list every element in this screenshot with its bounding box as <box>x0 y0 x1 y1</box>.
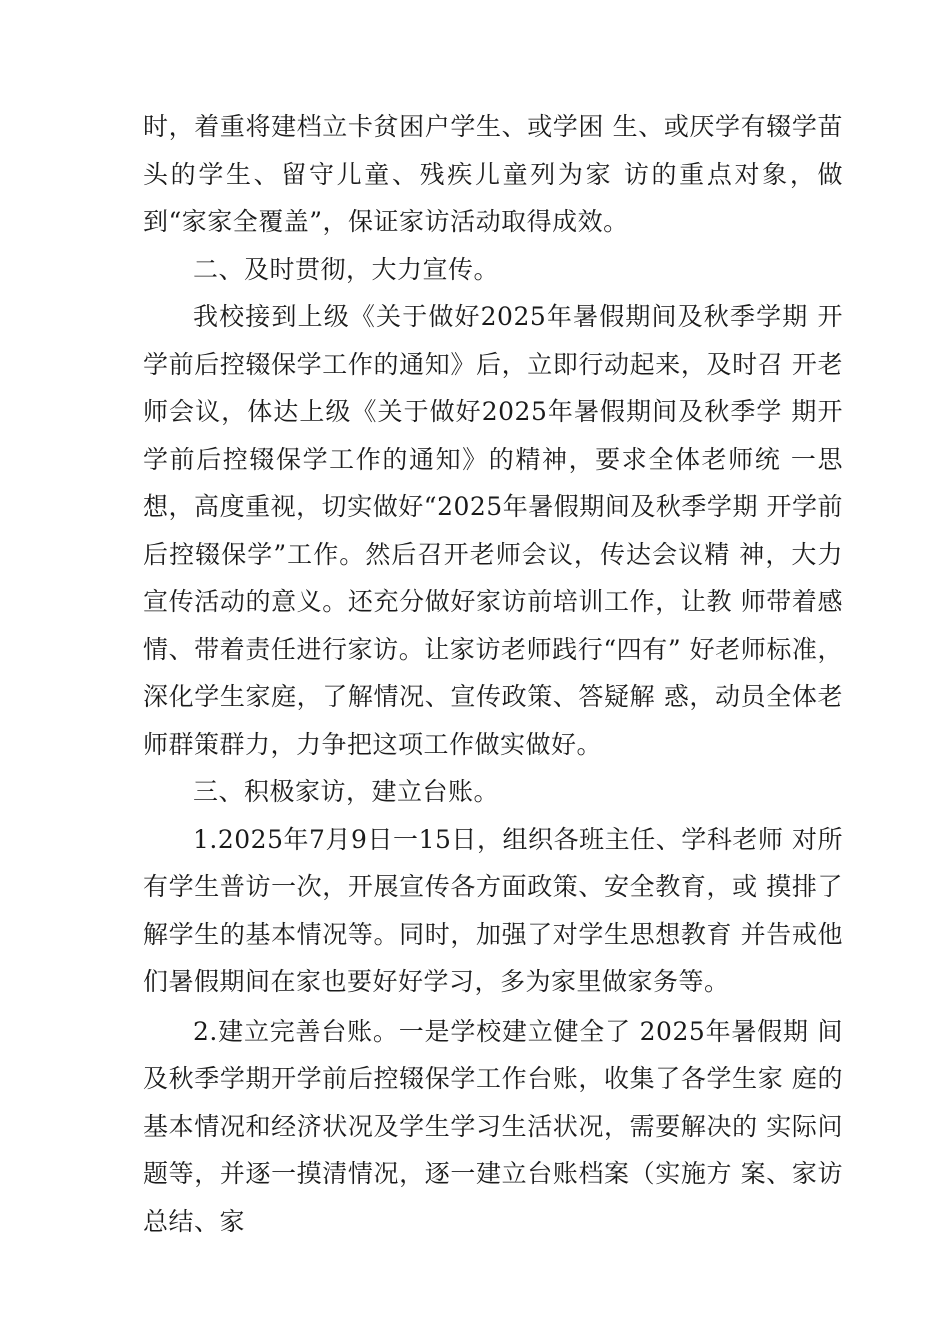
section-heading-three: 三、积极家访，建立台账。 <box>193 777 500 806</box>
document-body <box>143 103 843 1245</box>
paragraph-item-one: 1.2025年7月9日一15日，组织各班主任、学科老师 对所有学生普访一次，开展宣传各方面政策、安全教育，或 摸排了解学生的基本情况等。同时，加强了对学生思想教育 并告戒他们暑假期间在家也要好好学习，多为家里做家务等。 <box>143 824 843 996</box>
paragraph-home-visit-focus: 时，着重将建档立卡贫困户学生、或学困 生、或厌学有辍学苗头的学生、留守儿童、残疾儿童列为家 访的重点对象，做到“家家全覆盖”，保证家访活动取得成效。 <box>143 112 843 236</box>
paragraph-item-two: 2.建立完善台账。一是学校建立健全了 2025年暑假期 间及秋季学期开学前后控辍保学工作台账，收集了各学生家 庭的基本情况和经济状况及学生学习生活状况，需要解决的 实际问题等，并逐一摸清情况，逐一建立台账档案（实施方 案、家访总结、家 <box>143 1016 843 1236</box>
section-heading-two: 二、及时贯彻，大力宣传。 <box>193 254 500 284</box>
paragraph-publicity: 我校接到上级《关于做好2025年暑假期间及秋季学期 开学前后控辍保学工作的通知》后，立即行动起来，及时召 开老师会议，体达上级《关于做好2025年暑假期间及秋季学 期开学前后控辍保学工作的通知》的精神，要求全体老师统 一思想，高度重视，切实做好“2025年暑假期间及秋季学期 开学前后控辍保学”工作。然后召开老师会议，传达会议精 神，大力宣传活动的意义。还充分做好家访前培训工作，让教 师带着感情、带着责任进行家访。让家访老师践行“四有” 好老师标准，深化学生家庭，了解情况、宣传政策、答疑解 惑，动员全体老师群策群力，力争把这项工作做实做好。 <box>143 302 843 759</box>
